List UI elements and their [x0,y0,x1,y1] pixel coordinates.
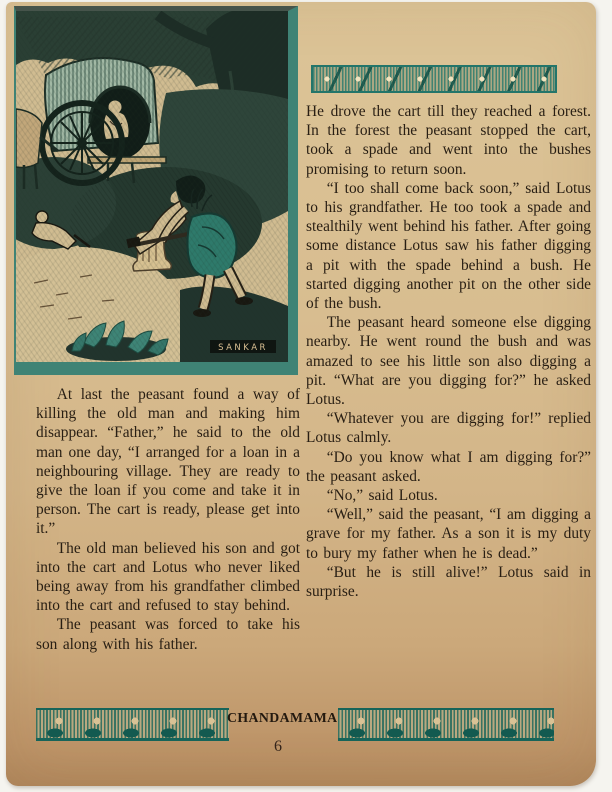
story-illustration [14,6,298,375]
story-paragraph: “Well,” said the peasant, “I am digging a grave for my father. As a son it is my duty to bury my father when he is dead.” [306,506,591,562]
story-paragraph: “Do you know what I am digging for?” the peasant asked. [306,448,591,485]
magazine-title: CHANDAMAMA [227,710,338,725]
left-text-column [36,385,300,654]
ornamental-border-icon [311,65,557,93]
footer-ornament-right-icon [338,708,554,741]
story-paragraph: “But he is still alive!” Lotus said in surprise. [306,563,591,601]
story-paragraph: “No,” said Lotus. [326,487,438,505]
story-paragraph: At last the peasant found a way of killing the old man and making him disappear. “Father,” he said to the old man one day, “I arranged for a loan in a neighbouring village. They are ready to give the loan if you come and take it in person. The cart is ready, please get into it.” [36,386,300,538]
footer-ornament-left-icon [36,708,229,741]
magazine-page [6,2,596,786]
page-number: 6 [274,738,282,755]
story-paragraph: “I too shall come back soon,” said Lotus to his grandfather. He too took a spade and stealthily went behind his father. After going some distance Lotus saw his father digging a pit with the spade behind a bush. He started digging another pit on the other side of the bush. [306,179,591,313]
story-paragraph: The old man believed his son and got into the cart and Lotus who never liked being away from his grandfather climbed into the cart and refused to stay behind. [36,539,300,615]
story-paragraph: He drove the cart till they reached a forest. In the forest the peasant stopped the cart, took a spade and went into the bushes promising to return soon. [306,103,591,178]
illustration-drawing [16,11,288,362]
signature-plate [210,340,276,353]
right-text-column [306,102,591,601]
story-paragraph: The peasant heard someone else digging nearby. He went round the bush and was amazed to see his little son also digging a pit. “What are you digging for?” he asked Lotus. [306,314,591,409]
artist-signature: SANKAR [218,343,268,353]
story-paragraph: The peasant was forced to take his son along with his father. [36,616,300,653]
story-paragraph: “Whatever you are digging for!” replied Lotus calmly. [306,410,591,447]
